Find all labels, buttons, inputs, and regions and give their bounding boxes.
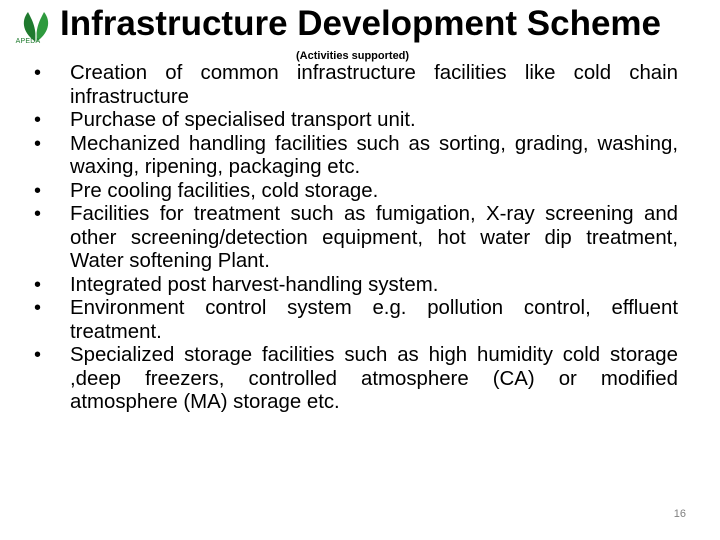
list-item [28, 180, 678, 204]
list-item-text: Mechanized handling facilities such as sorting, grading, washing, waxing, ripening, packaging etc. [70, 132, 678, 178]
leaf-logo-icon [16, 8, 56, 60]
bullet-list [28, 62, 678, 415]
list-item [28, 274, 678, 298]
bullet-icon: • [34, 273, 42, 296]
list-item-text: Pre cooling facilities, cold storage. [70, 179, 379, 202]
list-item [28, 62, 678, 109]
bullet-icon: • [34, 203, 42, 225]
list-item-text: Purchase of specialised transport unit. [70, 109, 416, 131]
list-item [28, 109, 678, 133]
bullet-icon: • [34, 179, 42, 202]
list-item-text: Facilities for treatment such as fumigation, X-ray screening and other screening/detection equipment, hot water dip treatment, Water softening Plant. [70, 203, 678, 272]
logo-caption: APEDA [15, 38, 41, 45]
page-number: 16 [673, 508, 686, 520]
list-item [28, 297, 678, 344]
bullet-icon: • [34, 109, 42, 131]
page-title: Infrastructure Development Scheme [60, 4, 662, 43]
list-item [28, 203, 678, 274]
list-item-text: Creation of common infrastructure facilities like cold chain infrastructure [70, 62, 678, 108]
bullet-icon: • [34, 132, 42, 155]
list-item [28, 344, 678, 415]
page-subtitle: (Activities supported) [296, 50, 410, 62]
bullet-icon: • [34, 344, 42, 366]
bullet-icon: • [34, 62, 42, 84]
list-item-text: Integrated post harvest-handling system. [70, 273, 439, 296]
bullet-icon: • [34, 297, 42, 319]
list-item-text: Specialized storage facilities such as high humidity cold storage ,deep freezers, controlled atmosphere (CA) or modified atmosphere (MA) storage etc. [70, 344, 678, 413]
list-item [28, 133, 678, 180]
list-item-text: Environment control system e.g. pollution control, effluent treatment. [70, 297, 678, 343]
